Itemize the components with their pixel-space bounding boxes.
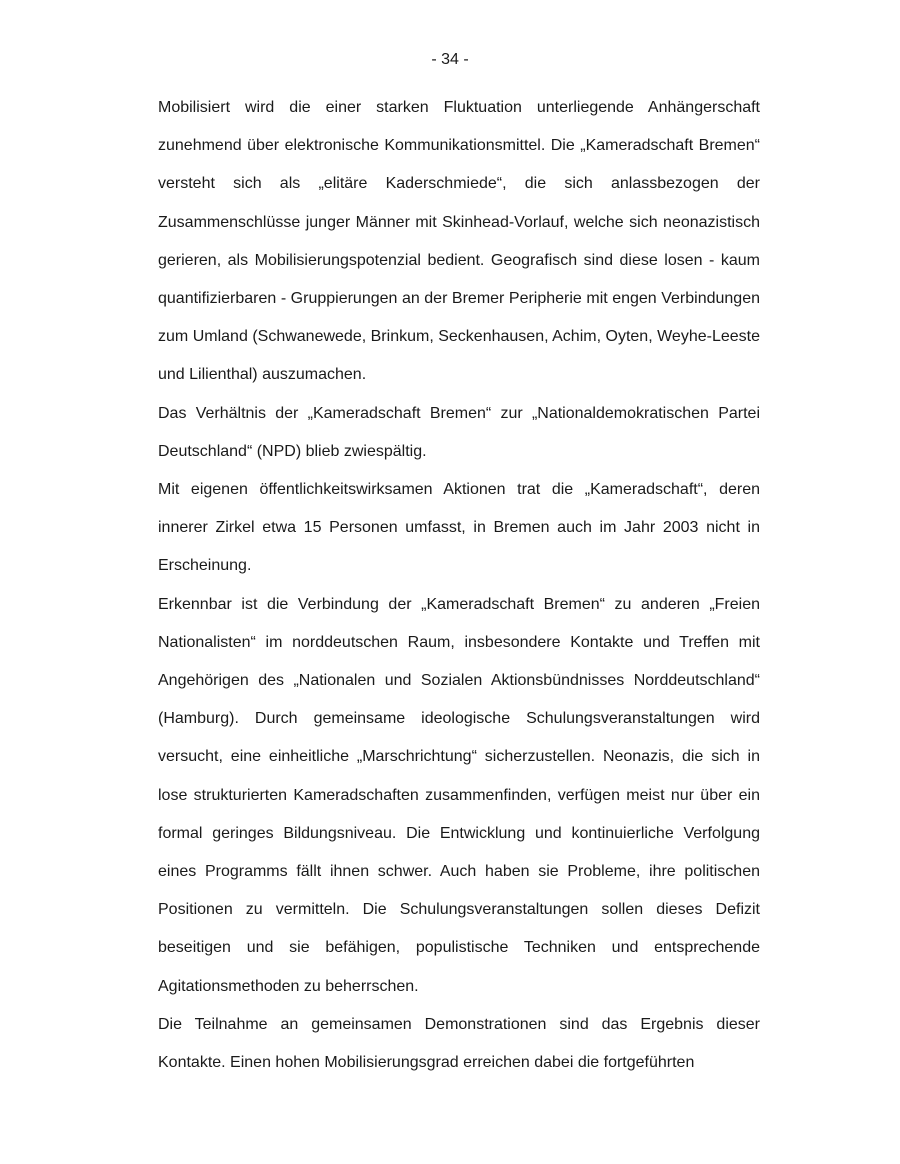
- paragraph-demonstrationen: Die Teilnahme an gemeinsamen Demonstrationen sind das Ergebnis dieser Kontakte. Einen hohen Mobilisierungsgrad erreichen dabei die fortgeführten: [158, 1015, 760, 1072]
- page-number: - 34 -: [431, 51, 469, 68]
- paragraph-mobilisierung: Mobilisiert wird die einer starken Fluktuation unterliegende Anhängerschaft zunehmend über elektronische Kommunikationsmittel. Die „Kameradschaft Bremen“ versteht sich als „elitäre Kaderschmiede“, die sich anlassbezogen der Zusammenschlüsse junger Männer mit Skinhead-Vorlauf, welche sich neonazistisch gerieren, als Mobilisierungspotenzial bedient. Geografisch sind diese losen - kaum quantifizierbaren - Gruppierungen an der Bremer Peripherie mit engen Verbindungen zum Umland (Schwanewede, Brinkum, Seckenhausen, Achim, Oyten, Weyhe-Leeste und Lilienthal) auszumachen.: [158, 99, 760, 384]
- paragraph-aktionen: Mit eigenen öffentlichkeitswirksamen Aktionen trat die „Kameradschaft“, deren innerer Zirkel etwa 15 Personen umfasst, in Bremen auch im Jahr 2003 nicht in Erscheinung.: [158, 481, 760, 575]
- paragraph-npd-verhaeltnis: Das Verhältnis der „Kameradschaft Bremen“ zur „Nationaldemokratischen Partei Deutschland“ (NPD) blieb zwiespältig.: [158, 404, 760, 460]
- body-text: [158, 89, 760, 1082]
- paragraph-verbindungen: Erkennbar ist die Verbindung der „Kameradschaft Bremen“ zu anderen „Freien Nationalisten“ im norddeutschen Raum, insbesondere Kontakte und Treffen mit Angehörigen des „Nationalen und Sozialen Aktionsbündnisses Norddeutschland“ (Hamburg). Durch gemeinsame ideologische Schulungsveranstaltungen wird versucht, eine einheitliche „Marschrichtung“ sicherzustellen. Neonazis, die sich in lose strukturierten Kameradschaften zusammenfinden, verfügen meist nur über ein formal geringes Bildungsniveau. Die Entwicklung und kontinuierliche Verfolgung eines Programms fällt ihnen schwer. Auch haben sie Probleme, ihre politischen Positionen zu vermitteln. Die Schulungsveranstaltungen sollen dieses Defizit beseitigen und sie befähigen, populistische Techniken und entsprechende Agitationsmethoden zu beherrschen.: [158, 595, 760, 995]
